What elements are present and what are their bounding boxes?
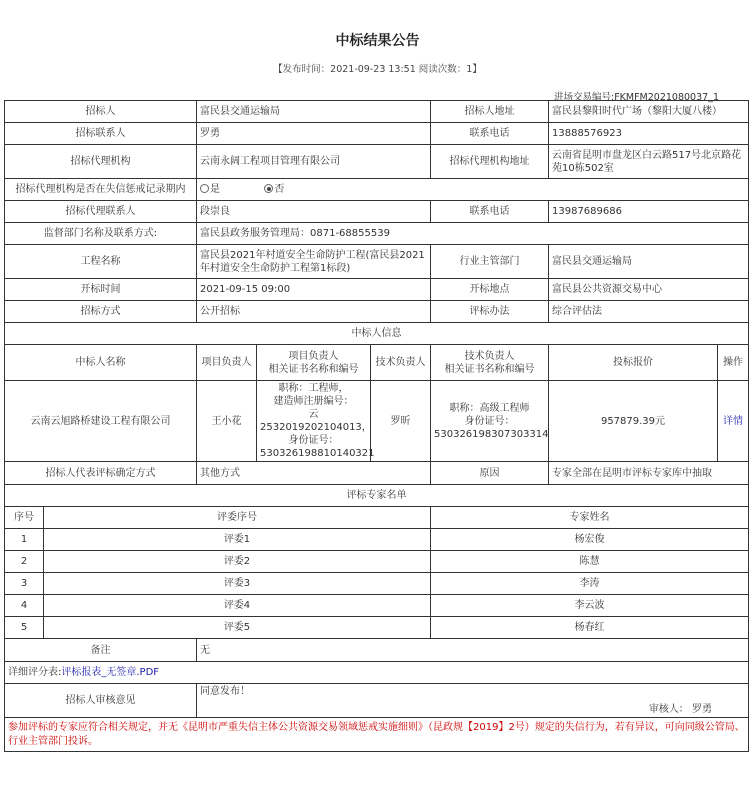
open-place-label: 开标地点 — [431, 279, 549, 301]
remark-label: 备注 — [5, 639, 197, 662]
tenderer-phone-value: 13888576923 — [549, 123, 749, 145]
blacklist-options — [197, 179, 749, 201]
review-opinion: 同意发布！ — [200, 686, 250, 697]
project-label: 工程名称 — [5, 245, 197, 279]
trade-code: 进场交易编号:FKMFM2021080037_1 — [554, 92, 719, 103]
table-row — [5, 573, 749, 595]
expert-no: 4 — [5, 595, 44, 617]
expert-name-header: 专家姓名 — [431, 507, 749, 529]
phone-label: 联系电话 — [431, 123, 549, 145]
result-table — [4, 100, 749, 752]
supervisor-label: 监督部门名称及联系方式: — [5, 223, 197, 245]
agency-phone-label: 联系电话 — [431, 201, 549, 223]
industry-label: 行业主管部门 — [431, 245, 549, 279]
review-cell — [197, 684, 749, 718]
detail-row — [5, 662, 749, 684]
review-label: 招标人审核意见 — [5, 684, 197, 718]
agency-value: 云南永阔工程项目管理有限公司 — [197, 145, 431, 179]
tech-cert-header: 技术负责人 相关证书名称和编号 — [431, 345, 549, 381]
industry-value: 富民县交通运输局 — [549, 245, 749, 279]
rep-label: 招标人代表评标确定方式 — [5, 462, 197, 485]
winner-name: 云南云旭路桥建设工程有限公司 — [5, 381, 197, 462]
expert-seq: 评委5 — [44, 617, 431, 639]
winner-name-header: 中标人名称 — [5, 345, 197, 381]
expert-name: 杨宏俊 — [431, 529, 749, 551]
experts-section-title: 评标专家名单 — [5, 485, 749, 507]
expert-seq-header: 评委序号 — [44, 507, 431, 529]
eval-value: 综合评估法 — [549, 301, 749, 323]
agency-phone-value: 13987689686 — [549, 201, 749, 223]
reason-label: 原因 — [431, 462, 549, 485]
table-row — [5, 529, 749, 551]
open-time-label: 开标时间 — [5, 279, 197, 301]
tenderer-label: 招标人 — [5, 101, 197, 123]
agency-contact-value: 段崇良 — [197, 201, 431, 223]
notice: 参加评标的专家应符合相关规定，并无《昆明市严重失信主体公共资源交易领域惩戒实施细则》（昆政规【2019】2号）规定的失信行为，若有异议，可向同级公管局、行业主管部门投诉。 — [5, 718, 749, 752]
detail-label: 详细评分表: — [8, 667, 62, 678]
radio-no[interactable] — [264, 184, 273, 193]
expert-no: 2 — [5, 551, 44, 573]
pm-cert-header: 项目负责人 相关证书名称和编号 — [257, 345, 371, 381]
reviewer: 审核人： 罗勇 — [648, 704, 712, 715]
tenderer-contact-label: 招标联系人 — [5, 123, 197, 145]
detail-file-link[interactable]: 评标报表_无签章.PDF — [61, 667, 160, 678]
price-header: 投标报价 — [549, 345, 718, 381]
expert-name: 李云波 — [431, 595, 749, 617]
winner-tech: 罗昕 — [371, 381, 431, 462]
pm-header: 项目负责人 — [197, 345, 257, 381]
op-header: 操作 — [718, 345, 749, 381]
open-time-value: 2021-09-15 09:00 — [197, 279, 431, 301]
expert-no: 1 — [5, 529, 44, 551]
expert-seq: 评委1 — [44, 529, 431, 551]
open-place-value: 富民县公共资源交易中心 — [549, 279, 749, 301]
expert-no-header: 序号 — [5, 507, 44, 529]
expert-name: 李涛 — [431, 573, 749, 595]
radio-yes-label: 是 — [210, 184, 220, 195]
remark-value: 无 — [197, 639, 749, 662]
table-row — [5, 595, 749, 617]
rep-method: 其他方式 — [197, 462, 431, 485]
expert-seq: 评委4 — [44, 595, 431, 617]
method-value: 公开招标 — [197, 301, 431, 323]
publish-meta: 【发布时间：2021-09-23 13:51 阅读次数：1】 — [273, 64, 482, 75]
expert-seq: 评委2 — [44, 551, 431, 573]
table-row — [5, 617, 749, 639]
eval-label: 评标办法 — [431, 301, 549, 323]
expert-no: 3 — [5, 573, 44, 595]
expert-no: 5 — [5, 617, 44, 639]
winner-pm: 王小花 — [197, 381, 257, 462]
expert-name: 陈慧 — [431, 551, 749, 573]
agency-contact-label: 招标代理联系人 — [5, 201, 197, 223]
radio-no-label: 否 — [274, 184, 285, 195]
blacklist-label: 招标代理机构是否在失信惩戒记录期内 — [5, 179, 197, 201]
winner-pm-cert: 职称：工程师， 建造师注册编号： 云2532019202104013， 身份证号： 530326198810140321 — [257, 381, 371, 462]
reason-value: 专家全部在昆明市评标专家库中抽取 — [549, 462, 749, 485]
tenderer-contact-value: 罗勇 — [197, 123, 431, 145]
tech-header: 技术负责人 — [371, 345, 431, 381]
table-row — [5, 551, 749, 573]
agency-label: 招标代理机构 — [5, 145, 197, 179]
project-value: 富民县2021年村道安全生命防护工程(富民县2021年村道安全生命防护工程第1标段) — [197, 245, 431, 279]
tenderer-addr-value: 富民县黎阳时代广场（黎阳大厦八楼） — [549, 101, 749, 123]
page-title: 中标结果公告 — [335, 33, 420, 49]
agency-addr-value: 云南省昆明市盘龙区白云路517号北京路花苑10栋502室 — [549, 145, 749, 179]
expert-seq: 评委3 — [44, 573, 431, 595]
winner-price: 957879.39元 — [549, 381, 718, 462]
winner-tech-cert: 职称：高级工程师 身份证号： 530326198307303314 — [431, 381, 549, 462]
agency-addr-label: 招标代理机构地址 — [431, 145, 549, 179]
radio-yes[interactable] — [200, 184, 209, 193]
winner-section-title: 中标人信息 — [5, 323, 749, 345]
method-label: 招标方式 — [5, 301, 197, 323]
expert-name: 杨春红 — [431, 617, 749, 639]
tenderer-value: 富民县交通运输局 — [197, 101, 431, 123]
supervisor-value: 富民县政务服务管理局：0871-68855539 — [197, 223, 749, 245]
winner-detail-link[interactable]: 详情 — [718, 381, 749, 462]
tenderer-addr-label: 招标人地址 — [431, 101, 549, 123]
